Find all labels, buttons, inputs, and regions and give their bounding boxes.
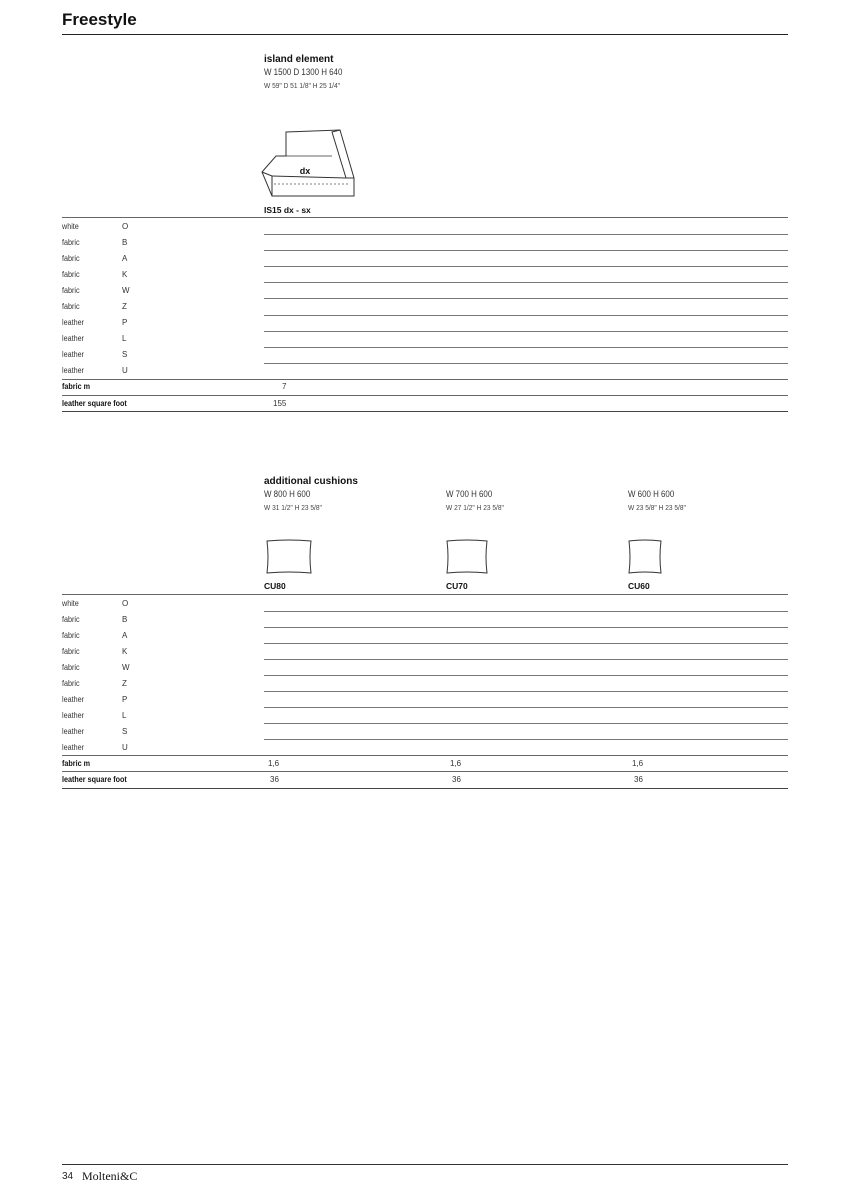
- island-drawing-label: dx: [299, 166, 311, 176]
- cushion-dim-mm: W 600 H 600: [628, 489, 675, 499]
- cushion-row: fabric Z: [62, 679, 127, 688]
- cushion-dim-mm: W 800 H 600: [264, 489, 311, 499]
- cushion-row: white O: [62, 599, 129, 608]
- island-row: leather S: [62, 350, 128, 359]
- cushion-dim-mm: W 700 H 600: [446, 489, 493, 499]
- island-row: fabric A: [62, 254, 128, 263]
- cushion-code: CU80: [264, 581, 286, 591]
- island-row: fabric K: [62, 270, 128, 279]
- cushions-heading: additional cushions: [264, 476, 358, 487]
- island-row: fabric B: [62, 238, 128, 247]
- cushion-row: fabric K: [62, 647, 128, 656]
- island-heading: island element: [264, 54, 334, 65]
- island-code: IS15 dx - sx: [264, 205, 311, 215]
- cushion-row: leather U: [62, 743, 128, 752]
- island-dim-mm: W 1500 D 1300 H 640: [264, 67, 343, 77]
- cushion-cu70-drawing: [444, 538, 490, 576]
- title-rule: [62, 34, 788, 35]
- brand-logo: Molteni&C: [82, 1169, 138, 1183]
- cushion-leather-row: leather square foot 36 36 36: [62, 775, 643, 784]
- cushion-row: leather L: [62, 711, 127, 720]
- island-header-rule: [62, 217, 788, 218]
- page-title: Freestyle: [62, 10, 137, 29]
- island-row: leather L: [62, 334, 127, 343]
- island-row: fabric W: [62, 286, 130, 295]
- island-leather-row: leather square foot 155: [62, 399, 287, 408]
- cushion-cu60-drawing: [626, 538, 664, 576]
- cushion-dim-in: W 23 5/8" H 23 5/8": [628, 503, 686, 512]
- island-fabric-row: fabric m 7: [62, 382, 287, 391]
- cushion-dim-in: W 31 1/2" H 23 5/8": [264, 503, 322, 512]
- cushion-row: leather S: [62, 727, 128, 736]
- cushions-header-rule: [62, 594, 788, 595]
- cushion-code: CU60: [628, 581, 650, 591]
- cushion-row: leather P: [62, 695, 128, 704]
- page-number: 34: [62, 1171, 74, 1182]
- island-dim-in: W 59" D 51 1/8" H 25 1/4": [264, 81, 341, 90]
- island-row: white O: [62, 222, 129, 231]
- island-row: leather P: [62, 318, 128, 327]
- island-row: leather U: [62, 366, 128, 375]
- island-element-drawing: [258, 126, 358, 198]
- island-row: fabric Z: [62, 302, 127, 311]
- cushion-dim-in: W 27 1/2" H 23 5/8": [446, 503, 504, 512]
- cushion-row: fabric A: [62, 631, 128, 640]
- cushion-row: fabric W: [62, 663, 130, 672]
- cushion-row: fabric B: [62, 615, 128, 624]
- footer-rule: [62, 1164, 788, 1165]
- cushion-fabric-row: fabric m 1,6 1,6 1,6: [62, 759, 644, 768]
- cushion-code: CU70: [446, 581, 468, 591]
- cushion-cu80-drawing: [264, 538, 314, 576]
